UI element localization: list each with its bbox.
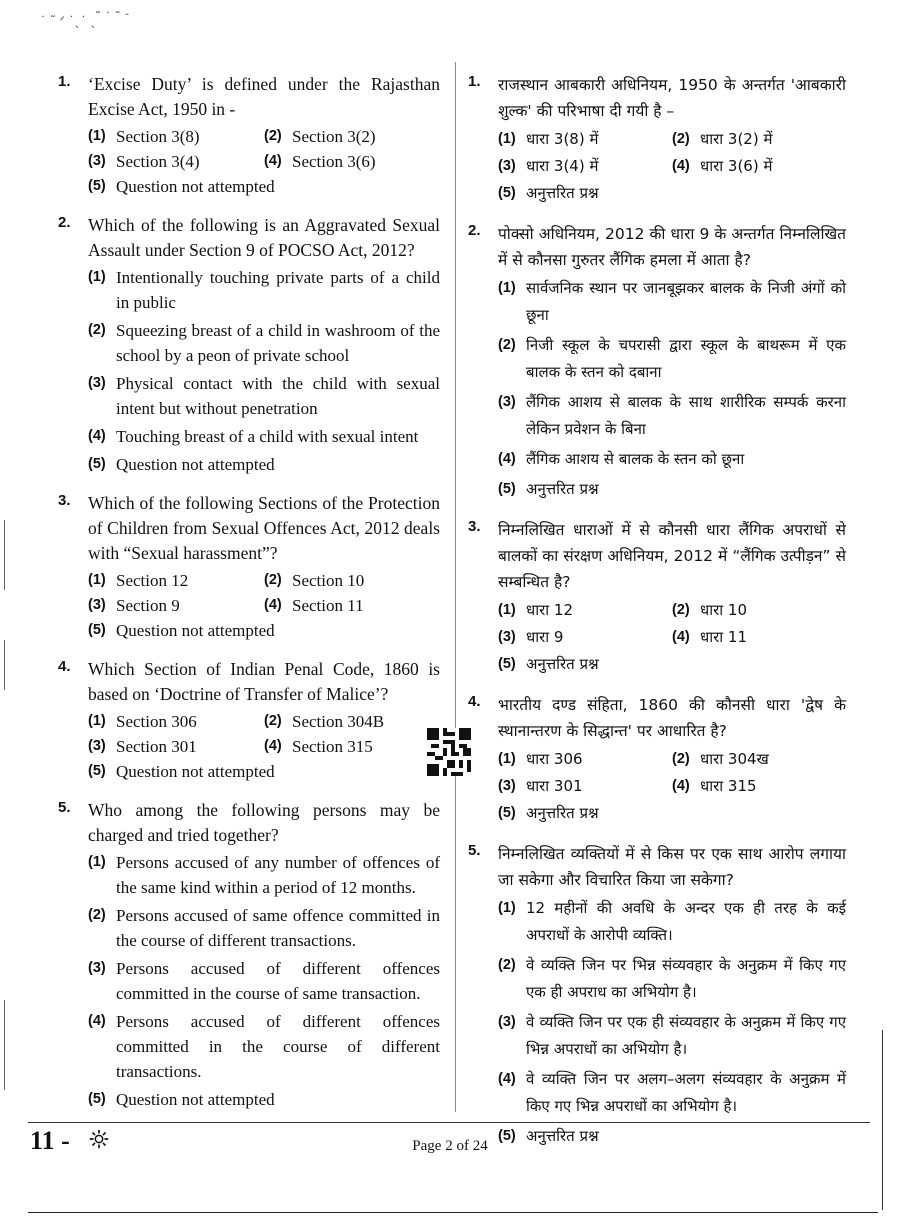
options-list — [88, 850, 440, 1112]
option — [88, 903, 440, 953]
question — [58, 491, 440, 643]
option-number: (2) — [672, 602, 690, 618]
option-text: Persons accused of different offences committed in the course of different transactions. — [116, 1012, 440, 1081]
option-number: (3) — [88, 960, 106, 976]
options-row — [498, 597, 846, 624]
question — [468, 72, 846, 207]
option-number: (5) — [498, 481, 516, 497]
option-text: अनुत्तरित प्रश्न — [526, 804, 599, 822]
option-text: Persons accused of different offences committed in the course of same transaction. — [116, 959, 440, 1003]
option-text: धारा 11 — [700, 628, 747, 646]
option-text: Question not attempted — [116, 762, 275, 781]
option-number: (1) — [88, 713, 106, 729]
option-number: (5) — [88, 456, 106, 472]
option — [264, 709, 440, 734]
option-number: (3) — [88, 738, 106, 754]
question — [58, 72, 440, 199]
option-text: वे व्यक्ति जिन पर भिन्न संव्यवहार के अनुक्रम में किए गए एक ही अपराध का अभियोग है। — [526, 956, 846, 1001]
option-text: Touching breast of a child with sexual intent — [116, 427, 419, 446]
option-number: (2) — [672, 131, 690, 147]
option-text: Section 11 — [292, 596, 364, 615]
option — [88, 759, 440, 784]
question — [468, 517, 846, 678]
option-text: धारा 9 — [526, 628, 564, 646]
option-text: धारा 301 — [526, 777, 583, 795]
scan-edge — [882, 1030, 883, 1210]
option-number: (4) — [672, 158, 690, 174]
option-text: धारा 10 — [700, 601, 747, 619]
option-text: Physical contact with the child with sexual intent but without penetration — [116, 374, 440, 418]
option-number: (2) — [88, 907, 106, 923]
option — [498, 952, 846, 1006]
option-number: (4) — [672, 629, 690, 645]
option — [264, 149, 440, 174]
question-number: 3. — [468, 518, 481, 535]
column-divider — [455, 62, 456, 1112]
option-number: (4) — [264, 597, 282, 613]
scan-edge — [28, 1212, 878, 1213]
options-row — [88, 734, 440, 759]
options-row — [498, 180, 846, 207]
question-number: 1. — [58, 73, 71, 90]
options-row — [88, 759, 440, 784]
question-number: 2. — [468, 222, 481, 239]
options-list — [88, 124, 440, 199]
option-number: (5) — [498, 805, 516, 821]
option-text: Question not attempted — [116, 1090, 275, 1109]
option — [264, 568, 440, 593]
options-row — [88, 709, 440, 734]
option-text: सार्वजनिक स्थान पर जानबूझकर बालक के निजी अंगों को छूना — [526, 279, 846, 324]
question-number: 1. — [468, 73, 481, 90]
series-code: 11 - — [30, 1126, 70, 1155]
options-row — [498, 800, 846, 827]
option-text: धारा 306 — [526, 750, 583, 768]
option — [498, 446, 846, 473]
option-text: अनुत्तरित प्रश्न — [526, 480, 599, 498]
option — [672, 624, 846, 651]
option-number: (1) — [498, 602, 516, 618]
option-number: (1) — [88, 269, 106, 285]
question-text: पोक्सो अधिनियम, 2012 की धारा 9 के अन्तर्गत निम्नलिखित में से कौनसा गुरुतर लैंगिक हमला में आता है? — [498, 225, 846, 269]
options-list — [498, 895, 846, 1150]
options-list — [88, 568, 440, 643]
option — [498, 1009, 846, 1063]
option-number: (4) — [264, 153, 282, 169]
option — [88, 318, 440, 368]
option-number: (3) — [498, 629, 516, 645]
option-text: अनुत्तरित प्रश्न — [526, 184, 599, 202]
option — [498, 651, 846, 678]
option — [88, 593, 264, 618]
option-number: (5) — [498, 185, 516, 201]
option — [672, 746, 846, 773]
option-text: Persons accused of any number of offences of the same kind within a period of 12 months. — [116, 853, 440, 897]
question — [58, 657, 440, 784]
option — [498, 180, 846, 207]
question-number: 3. — [58, 492, 71, 509]
option-number: (2) — [264, 572, 282, 588]
option-number: (3) — [88, 375, 106, 391]
hindi-column — [468, 72, 846, 1164]
option — [498, 476, 846, 503]
option-text: Section 301 — [116, 737, 197, 756]
option-number: (5) — [498, 656, 516, 672]
option-number: (2) — [88, 322, 106, 338]
option-number: (1) — [498, 900, 516, 916]
option — [88, 709, 264, 734]
options-row — [498, 153, 846, 180]
question-number: 4. — [58, 658, 71, 675]
option-text: Section 10 — [292, 571, 365, 590]
option-number: (3) — [498, 1014, 516, 1030]
option — [88, 568, 264, 593]
option — [498, 153, 672, 180]
margin-mark — [4, 1000, 5, 1090]
option-number: (4) — [672, 778, 690, 794]
option-text: धारा 304ख — [700, 750, 769, 768]
question — [468, 692, 846, 827]
option — [88, 265, 440, 315]
options-row — [88, 568, 440, 593]
question-text: Which of the following is an Aggravated Sexual Assault under Section 9 of POCSO Act, 2012? — [88, 215, 440, 260]
english-column — [58, 72, 440, 1126]
option-number: (3) — [88, 597, 106, 613]
options-row — [88, 593, 440, 618]
question — [468, 221, 846, 503]
option-text: वे व्यक्ति जिन पर अलग–अलग संव्यवहार के अनुक्रम में किए गए भिन्न अपराधों का अभियोग है। — [526, 1070, 846, 1115]
option — [498, 126, 672, 153]
margin-mark — [4, 520, 5, 590]
option-text: Question not attempted — [116, 177, 275, 196]
options-list — [88, 709, 440, 784]
option-text: धारा 315 — [700, 777, 757, 795]
margin-mark — [4, 640, 5, 690]
option — [88, 174, 440, 199]
option — [88, 149, 264, 174]
option-text: Question not attempted — [116, 621, 275, 640]
question-number: 5. — [468, 842, 481, 859]
question-number: 4. — [468, 693, 481, 710]
options-row — [88, 149, 440, 174]
option-number: (1) — [498, 280, 516, 296]
option-text: Section 3(6) — [292, 152, 376, 171]
page-number-label: Page 2 of 24 — [412, 1138, 488, 1154]
option-text: अनुत्तरित प्रश्न — [526, 1127, 599, 1145]
qr-code-icon — [427, 728, 471, 776]
option — [88, 1087, 440, 1112]
options-row — [498, 651, 846, 678]
option-text: 12 महीनों की अवधि के अन्दर एक ही तरह के कई अपराधों के आरोपी व्यक्ति। — [526, 899, 846, 944]
option-text: Section 3(8) — [116, 127, 200, 146]
option — [264, 593, 440, 618]
option-number: (1) — [88, 128, 106, 144]
option-number: (3) — [498, 778, 516, 794]
question-text: भारतीय दण्ड संहिता, 1860 की कौनसी धारा 'द्वेष के स्थानान्तरण के सिद्धान्त' पर आधारित है? — [498, 696, 846, 740]
option — [672, 153, 846, 180]
option-text: Section 315 — [292, 737, 373, 756]
option-number: (2) — [498, 337, 516, 353]
option-text: धारा 12 — [526, 601, 573, 619]
option-number: (2) — [498, 957, 516, 973]
option — [672, 597, 846, 624]
question-text: Which Section of Indian Penal Code, 1860 is based on ‘Doctrine of Transfer of Malice’? — [88, 659, 440, 704]
question-text: राजस्थान आबकारी अधिनियम, 1950 के अन्तर्गत 'आबकारी शुल्क' की परिभाषा दी गयी है – — [498, 76, 846, 120]
option — [498, 597, 672, 624]
options-row — [498, 773, 846, 800]
option — [88, 452, 440, 477]
option-text: Intentionally touching private parts of a child in public — [116, 268, 440, 312]
option — [498, 332, 846, 386]
option-text: वे व्यक्ति जिन पर एक ही संव्यवहार के अनुक्रम में किए गए भिन्न अपराधों का अभियोग है। — [526, 1013, 846, 1058]
option — [88, 1009, 440, 1084]
option — [264, 124, 440, 149]
option — [498, 773, 672, 800]
option-text: Squeezing breast of a child in washroom of the school by a peon of private school — [116, 321, 440, 365]
option — [88, 124, 264, 149]
option — [498, 624, 672, 651]
option-number: (3) — [88, 153, 106, 169]
option-text: धारा 3(6) में — [700, 157, 773, 175]
question-number: 2. — [58, 214, 71, 231]
option — [88, 618, 440, 643]
option — [88, 956, 440, 1006]
option-text: धारा 3(2) में — [700, 130, 773, 148]
question — [58, 213, 440, 477]
options-list — [88, 265, 440, 477]
options-row — [88, 124, 440, 149]
question — [58, 798, 440, 1112]
option-number: (5) — [88, 763, 106, 779]
option-number: (2) — [264, 713, 282, 729]
option-number: (1) — [88, 854, 106, 870]
options-list — [498, 126, 846, 207]
option-text: लैंगिक आशय से बालक के स्तन को छूना — [526, 450, 745, 468]
option — [498, 800, 846, 827]
question-text: Who among the following persons may be charged and tried together? — [88, 800, 440, 845]
option-text: Section 304B — [292, 712, 385, 731]
question-text: Which of the following Sections of the Protection of Children from Sexual Offences Act, 2012 deals with “Sexual harassment”? — [88, 493, 440, 563]
option — [498, 389, 846, 443]
option-number: (4) — [88, 428, 106, 444]
scan-speckle: ˜ ˙ ˜ ᐨ — [95, 10, 130, 24]
option-text: Section 306 — [116, 712, 197, 731]
question-text: निम्नलिखित धाराओं में से कौनसी धारा लैंगिक अपराधों से बालकों का संरक्षण अधिनियम, 2012 में “लैंगिक उत्पीड़न” से सम्बन्धित है? — [498, 521, 846, 591]
option-text: Persons accused of same offence committed in the course of different transactions. — [116, 906, 440, 950]
option-number: (4) — [498, 451, 516, 467]
footer-rule — [28, 1122, 870, 1123]
question — [468, 841, 846, 1150]
option — [498, 746, 672, 773]
option-text: Section 12 — [116, 571, 189, 590]
option-number: (3) — [498, 394, 516, 410]
option — [498, 1066, 846, 1120]
option-text: Section 3(4) — [116, 152, 200, 171]
option — [88, 371, 440, 421]
option-number: (5) — [88, 178, 106, 194]
options-row — [498, 126, 846, 153]
question-text: ‘Excise Duty’ is defined under the Rajasthan Excise Act, 1950 in - — [88, 74, 440, 119]
option-text: Question not attempted — [116, 455, 275, 474]
option-number: (2) — [672, 751, 690, 767]
option-number: (1) — [498, 131, 516, 147]
option-number: (1) — [88, 572, 106, 588]
option-number: (2) — [264, 128, 282, 144]
options-list — [498, 275, 846, 503]
option-number: (1) — [498, 751, 516, 767]
option — [88, 734, 264, 759]
option-number: (4) — [498, 1071, 516, 1087]
option — [672, 126, 846, 153]
option-text: धारा 3(8) में — [526, 130, 599, 148]
scan-speckle: ˙ ˜ ᐟ ˙ˎ˙ ˎ — [40, 14, 97, 28]
option-number: (5) — [88, 622, 106, 638]
option-number: (3) — [498, 158, 516, 174]
option — [672, 773, 846, 800]
options-list — [498, 597, 846, 678]
options-list — [498, 746, 846, 827]
option — [88, 424, 440, 449]
option — [264, 734, 440, 759]
option-number: (5) — [498, 1128, 516, 1144]
options-row — [498, 624, 846, 651]
options-row — [498, 746, 846, 773]
option — [88, 850, 440, 900]
question-text: निम्नलिखित व्यक्तियों में से किस पर एक साथ आरोप लगाया जा सकेगा और विचारित किया जा सकेगा? — [498, 845, 846, 889]
option-text: Section 3(2) — [292, 127, 376, 146]
question-number: 5. — [58, 799, 71, 816]
options-row — [88, 618, 440, 643]
option-text: लैंगिक आशय से बालक के साथ शारीरिक सम्पर्क करना लेकिन प्रवेशन के बिना — [526, 393, 846, 438]
option-text: निजी स्कूल के चपरासी द्वारा स्कूल के बाथरूम में एक बालक के स्तन को दबाना — [526, 336, 846, 381]
option — [498, 275, 846, 329]
option-number: (4) — [264, 738, 282, 754]
option-number: (4) — [88, 1013, 106, 1029]
option-text: धारा 3(4) में — [526, 157, 599, 175]
option-text: Section 9 — [116, 596, 180, 615]
option — [498, 895, 846, 949]
option-text: अनुत्तरित प्रश्न — [526, 655, 599, 673]
option-number: (5) — [88, 1091, 106, 1107]
options-row — [88, 174, 440, 199]
